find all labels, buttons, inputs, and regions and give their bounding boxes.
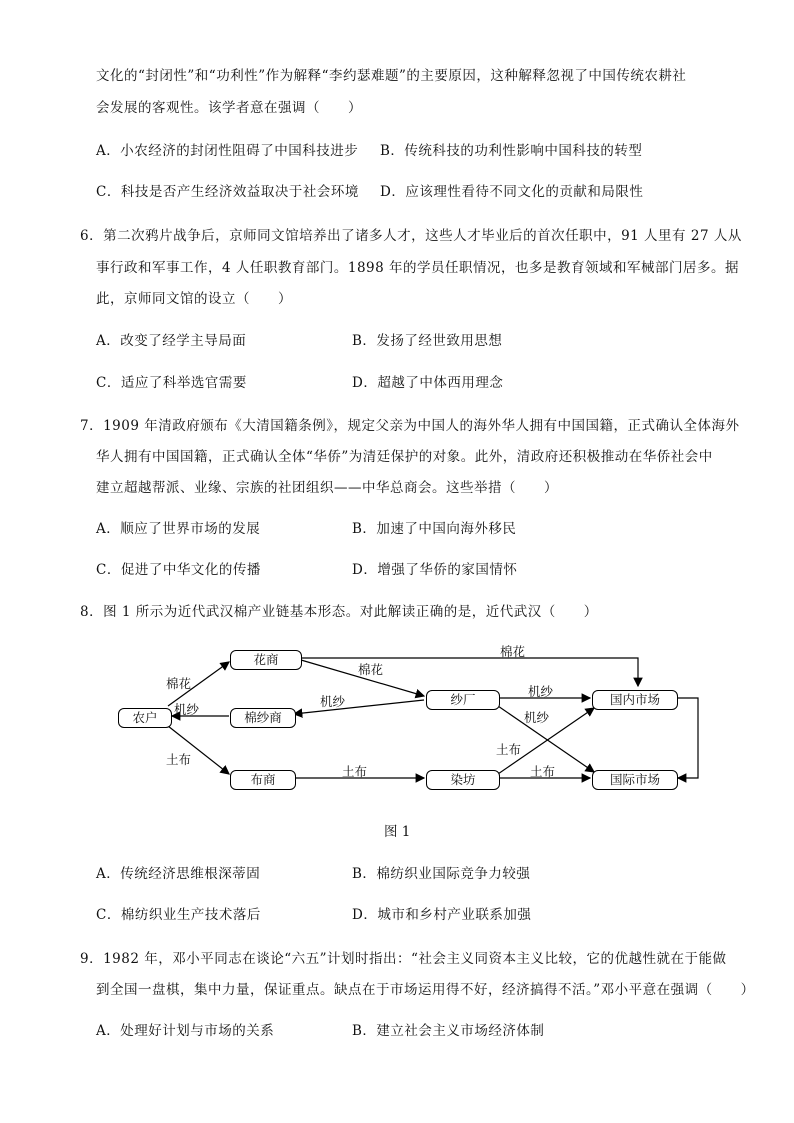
figure-caption: 图 1 — [384, 824, 411, 840]
node-yarn-merchant: 棉纱商 — [230, 708, 296, 728]
label-cotton-1: 棉花 — [166, 676, 192, 691]
node-international-market: 国际市场 — [592, 770, 678, 790]
intro-line-2: 会发展的客观性。该学者意在强调（ ） — [96, 100, 362, 116]
q6-option-a: A．改变了经学主导局面 — [96, 333, 247, 349]
q7-stem-line-1: 7．1909 年清政府颁布《大清国籍条例》，规定父亲为中国人的海外华人拥有中国国籍，正式确认全体海外 — [80, 418, 740, 434]
q7-option-a: A．顺应了世界市场的发展 — [96, 521, 261, 537]
label-yarn-4: 机纱 — [524, 710, 550, 725]
edge-cotton-merchant-domestic — [301, 658, 638, 686]
q7-option-b: B．加速了中国向海外移民 — [352, 521, 517, 537]
q7-stem-line-2: 华人拥有中国国籍，正式确认全体“华侨”为清廷保护的对象。此外，清政府还积极推动在华侨社会中 — [96, 449, 713, 465]
q8-option-d: D．城市和乡村产业联系加强 — [352, 907, 532, 923]
q5-option-b: B．传统科技的功利性影响中国科技的转型 — [380, 143, 643, 159]
q5-option-c: C．科技是否产生经济效益取决于社会环境 — [96, 184, 359, 200]
q9-stem-line-2: 到全国一盘棋，集中力量，保证重点。缺点在于市场运用得不好，经济搞得不活。”邓小平意在强调（ ） — [96, 982, 755, 998]
q9-stem-line-1: 9．1982 年，邓小平同志在谈论“六五”计划时指出：“社会主义同资本主义比较，它的优越性就在于能做 — [80, 951, 727, 967]
q6-stem-line-2: 事行政和军事工作，4 人任职教育部门。1898 年的学员任职情况，也多是教育领域和军械部门居多。据 — [96, 260, 740, 276]
q5-option-a: A．小农经济的封闭性阻碍了中国科技进步 — [96, 143, 359, 159]
cotton-industry-chain-diagram — [110, 640, 710, 800]
q6-option-c: C．适应了科举选官需要 — [96, 375, 247, 391]
intro-line-1: 文化的“封闭性”和“功利性”作为解释“李约瑟难题”的主要原因，这种解释忽视了中国传统农耕社 — [96, 68, 687, 84]
node-cotton-merchant: 花商 — [230, 650, 302, 670]
q9-option-b: B．建立社会主义市场经济体制 — [352, 1023, 545, 1039]
q8-stem-line-1: 8．图 1 所示为近代武汉棉产业链基本形态。对此解读正确的是，近代武汉（ ） — [80, 604, 598, 620]
label-cloth-2: 土布 — [342, 764, 368, 779]
q7-stem-line-3: 建立超越帮派、业缘、宗族的社团组织——中华总商会。这些举措（ ） — [96, 480, 558, 496]
label-yarn-2: 机纱 — [320, 694, 346, 709]
q6-stem-line-3: 此，京师同文馆的设立（ ） — [96, 291, 292, 307]
node-mill: 纱厂 — [426, 690, 500, 710]
label-cloth-4: 土布 — [530, 764, 556, 779]
label-cotton-3: 棉花 — [500, 644, 526, 659]
label-cloth-3: 土布 — [496, 742, 522, 757]
label-cloth-1: 土布 — [166, 752, 192, 767]
q7-option-d: D．增强了华侨的家国情怀 — [352, 562, 518, 578]
node-domestic-market: 国内市场 — [592, 690, 678, 710]
q9-option-a: A．处理好计划与市场的关系 — [96, 1023, 275, 1039]
q6-option-d: D．超越了中体西用理念 — [352, 375, 504, 391]
q6-option-b: B．发扬了经世致用思想 — [352, 333, 503, 349]
q8-option-c: C．棉纺织业生产技术落后 — [96, 907, 261, 923]
q8-option-a: A．传统经济思维根深蒂固 — [96, 866, 261, 882]
edge-mill-yarn-merchant — [294, 700, 424, 714]
node-cloth-merchant: 布商 — [230, 770, 296, 790]
node-dyehouse: 染坊 — [426, 770, 500, 790]
label-cotton-2: 棉花 — [358, 662, 384, 677]
q8-option-b: B．棉纺织业国际竞争力较强 — [352, 866, 531, 882]
q7-option-c: C．促进了中华文化的传播 — [96, 562, 261, 578]
q6-stem-line-1: 6．第二次鸦片战争后，京师同文馆培养出了诸多人才，这些人才毕业后的首次任职中，91 人里有 27 人从 — [80, 228, 742, 244]
q5-option-d: D．应该理性看待不同文化的贡献和局限性 — [380, 184, 644, 200]
node-farmer: 农户 — [118, 708, 172, 728]
label-yarn-1: 机纱 — [174, 702, 200, 717]
label-yarn-3: 机纱 — [528, 684, 554, 699]
edge-domestic-international — [676, 698, 698, 778]
